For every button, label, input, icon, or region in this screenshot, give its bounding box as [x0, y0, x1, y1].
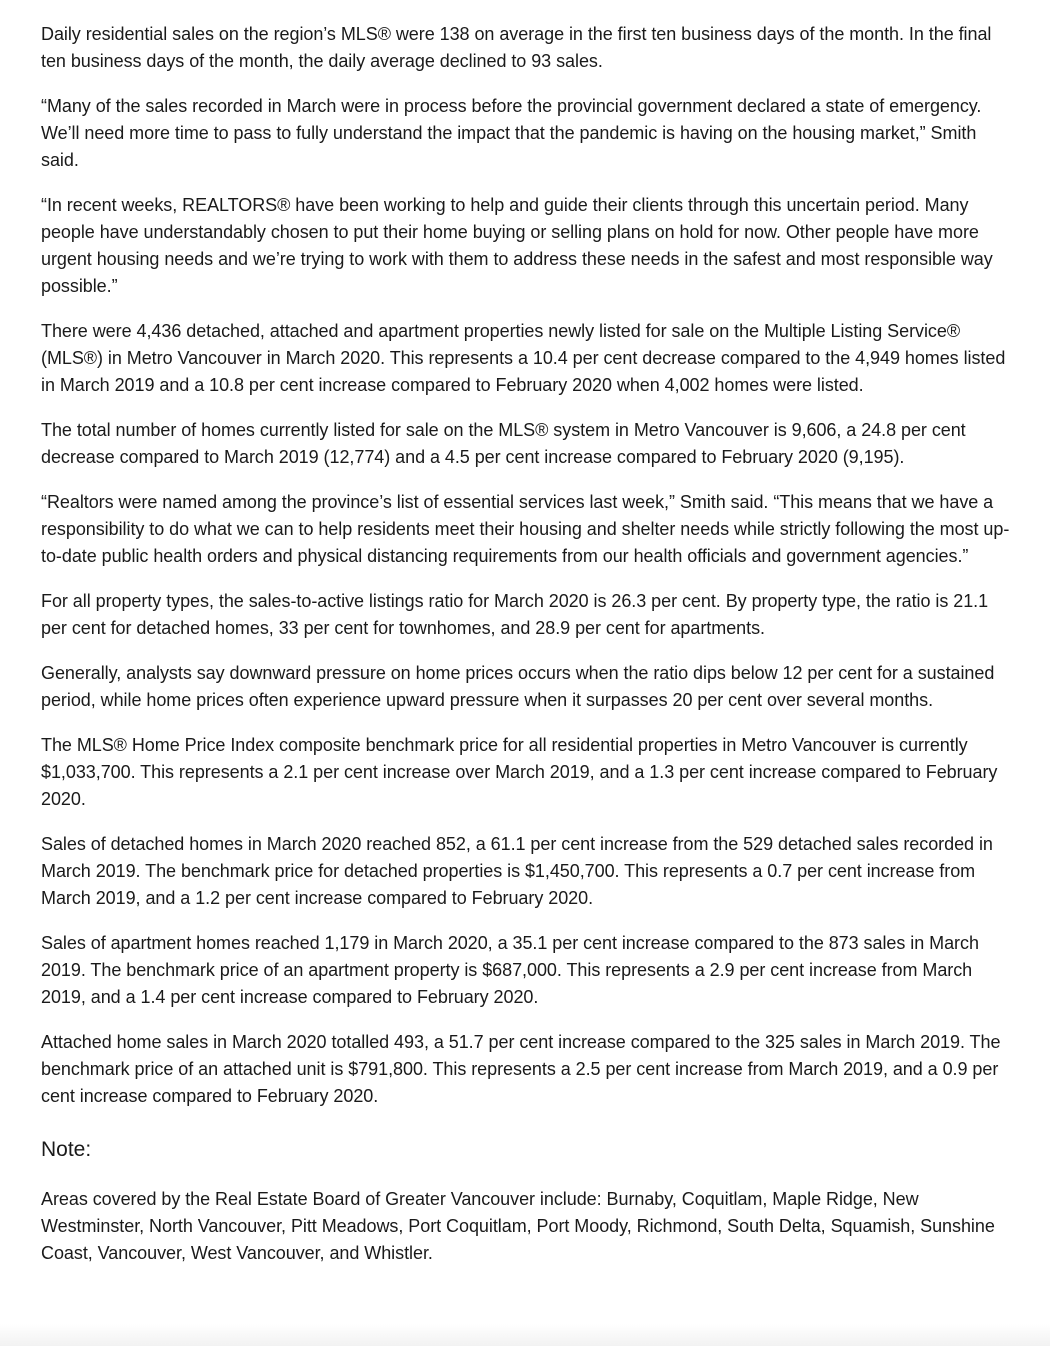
article-body [41, 21, 1013, 1285]
note-heading: Note: [41, 1138, 92, 1161]
paragraph-realtors-quote: “In recent weeks, REALTORS® have been working to help and guide their clients through this uncertain period. Many people have understandably chosen to put their home buying or selling plans on hold for now. Other people have more urgent housing needs and we’re trying to work with them to address these needs in the safest and most responsible way possible.” [41, 195, 993, 296]
paragraph-composite-benchmark: The MLS® Home Price Index composite benchmark price for all residential properties in Metro Vancouver is currently $1,033,700. This represents a 2.1 per cent increase over March 2019, and a 1.3 per cent increase compared to February 2020. [41, 735, 998, 809]
paragraph-analysts-pressure: Generally, analysts say downward pressure on home prices occurs when the ratio dips below 12 per cent for a sustained period, while home prices often experience upward pressure when it surpasses 20 per cent over several months. [41, 663, 995, 710]
paragraph-total-listings: The total number of homes currently listed for sale on the MLS® system in Metro Vancouver is 9,606, a 24.8 per cent decrease compared to March 2019 (12,774) and a 4.5 per cent increase compared to February 2020 (9,195). [41, 420, 966, 467]
bottom-edge-shadow [0, 1324, 1050, 1346]
paragraph-essential-services-quote: “Realtors were named among the province’s list of essential services last week,” Smith said. “This means that we have a responsibility to do what we can to help residents meet their housing and shelter needs while strictly following the most up-to-date public health orders and physical distancing requirements from our health officials and government agencies.” [41, 492, 1010, 566]
paragraph-sales-to-active-ratio: For all property types, the sales-to-active listings ratio for March 2020 is 26.3 per cent. By property type, the ratio is 21.1 per cent for detached homes, 33 per cent for townhomes, and 28.9 per cent for apartments. [41, 591, 989, 638]
paragraph-apartment-sales: Sales of apartment homes reached 1,179 in March 2020, a 35.1 per cent increase compared to the 873 sales in March 2019. The benchmark price of an apartment property is $687,000. This represents a 2.9 per cent increase from March 2019, and a 1.4 per cent increase compared to February 2020. [41, 933, 979, 1007]
paragraph-smith-quote-pandemic: “Many of the sales recorded in March were in process before the provincial government declared a state of emergency. We’ll need more time to pass to fully understand the impact that the pandemic is having on the housing market,” Smith said. [41, 96, 982, 170]
paragraph-attached-sales: Attached home sales in March 2020 totalled 493, a 51.7 per cent increase compared to the 325 sales in March 2019. The benchmark price of an attached unit is $791,800. This represents a 2.5 per cent increase from March 2019, and a 0.9 per cent increase compared to February 2020. [41, 1032, 1001, 1106]
paragraph-detached-sales: Sales of detached homes in March 2020 reached 852, a 61.1 per cent increase from the 529 detached sales recorded in March 2019. The benchmark price for detached properties is $1,450,700. This represents a 0.7 per cent increase from March 2019, and a 1.2 per cent increase compared to February 2020. [41, 834, 993, 908]
note-areas-covered: Areas covered by the Real Estate Board of Greater Vancouver include: Burnaby, Coquitlam, Maple Ridge, New Westminster, North Vancouver, Pitt Meadows, Port Coquitlam, Port Moody, Richmond, South Delta, Squamish, Sunshine Coast, Vancouver, West Vancouver, and Whistler. [41, 1189, 995, 1263]
paragraph-daily-sales: Daily residential sales on the region’s MLS® were 138 on average in the first ten business days of the month. In the final ten business days of the month, the daily average declined to 93 sales. [41, 24, 992, 71]
paragraph-new-listings: There were 4,436 detached, attached and apartment properties newly listed for sale on the Multiple Listing Service® (MLS®) in Metro Vancouver in March 2020. This represents a 10.4 per cent decrease compared to the 4,949 homes listed in March 2019 and a 10.8 per cent increase compared to February 2020 when 4,002 homes were listed. [41, 321, 1006, 395]
